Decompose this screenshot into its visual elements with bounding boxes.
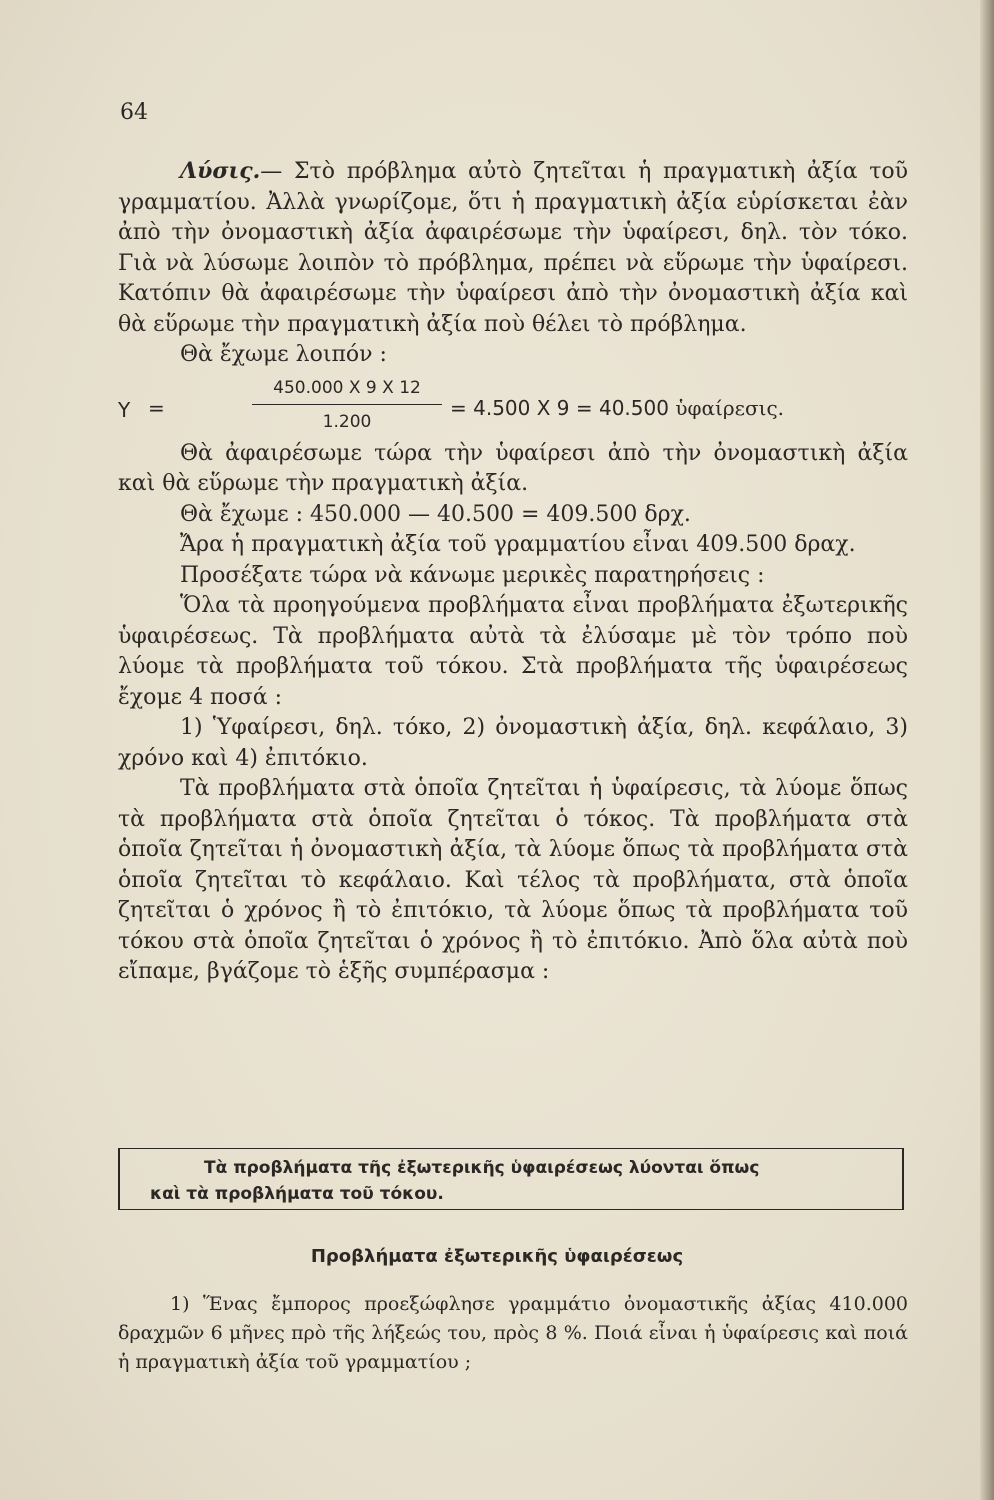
methods-paragraph: Τὰ προβλήματα στὰ ὁποῖα ζητεῖται ἡ ὑφαίρεσις, τὰ λύομε ὅπως τὰ προβλήματα στὰ ὁποῖα ζητεῖται ὁ τόκος. Τὰ προβλήματα στὰ ὁποῖα ζητεῖται ἡ ὀνομαστικὴ ἀξία, τὰ λύομε ὅπως τὰ προβλήματα στὰ ὁποῖα ζητεῖται τὸ κεφάλαιο. Καὶ τέλος τὰ προβλήματα, στὰ ὁποῖα ζητεῖται ὁ χρόνος ἢ τὸ ἐπιτόκιο, τὰ λύομε ὅπως τὰ προβλήματα τοῦ τόκου στὰ ὁποῖα ζητεῖται ὁ χρόνος ἢ τὸ ἐπιτόκιο. Ἀπὸ ὅλα αὐτὰ ποὺ εἴπαμε, βγάζομε τὸ ἑξῆς συμπέρασμα : [118, 776, 908, 984]
result-line: Ἄρα ἡ πραγματικὴ ἀξία τοῦ γραμματίου εἶναι 409.500 δραχ. [180, 532, 856, 557]
exercise-1: 1) Ἕνας ἔμπορος προεξώφλησε γραμμάτιο ὀνομαστικῆς ἀξίας 410.000 δραχμῶν 6 μῆνες πρὸ τῆς λήξεώς του, πρὸς 8 %. Ποιά εἶναι ἡ ὑφαίρεσις καὶ ποιά ἡ πραγματικὴ ἀξία τοῦ γραμματίου ; [118, 1293, 908, 1373]
formula-fraction [252, 373, 442, 438]
we-have-line: Θὰ ἔχωμε λοιπόν : [180, 342, 387, 367]
solution-label: Λύσις. [180, 158, 261, 184]
formula-numerator: 450.000 X 9 X 12 [252, 373, 442, 406]
page-number: 64 [120, 100, 148, 125]
solution-lead-text: — Στὸ πρόβλημα αὐτὸ ζητεῖται ἡ πραγματικὴ ἀξία τοῦ γραμματίου. Ἀλλὰ γνωρίζομε, ὅτι ἡ πραγματικὴ ἀξία εὑρίσκεται ἐὰν ἀπὸ τὴν ὀνομαστικὴ ἀξία ἀφαιρέσωμε τὴν ὑφαίρεσι, δηλ. τὸν τόκο. Γιὰ νὰ λύσωμε λοιπὸν τὸ πρόβλημα, πρέπει νὰ εὕρωμε τὴν ὑφαίρεσι. Κατόπιν θὰ ἀφαιρέσωμε τὴν ὑφαίρεσι ἀπὸ τὴν ὀνομαστικὴ ἀξία καὶ θὰ εὕρωμε τὴν πραγματικὴ ἀξία ποὺ θέλει τὸ πρόβλημα. [118, 159, 908, 337]
notice-line: Προσέξατε τώρα νὰ κάνωμε μερικὲς παρατηρήσεις : [180, 562, 765, 588]
solution-block [118, 156, 908, 988]
formula-rhs-value: = 4.500 X 9 = 40.500 [450, 395, 669, 420]
calc-line: Θὰ ἔχωμε : 450.000 — 40.500 = 409.500 δρχ. [180, 501, 691, 527]
subtract-paragraph: Θὰ ἀφαιρέσωμε τώρα τὴν ὑφαίρεσι ἀπὸ τὴν ὀνομαστικὴ ἀξία καὶ θὰ εὕρωμε τὴν πραγματικὴ ἀξία. [118, 440, 908, 496]
all-problems-paragraph: Ὅλα τὰ προηγούμενα προβλήματα εἶναι προβλήματα ἐξωτερικῆς ὑφαιρέσεως. Τὰ προβλήματα αὐτὰ τὰ ἐλύσαμε μὲ τὸν τρόπο ποὺ λύομε τὰ προβλήματα τοῦ τόκου. Στὰ προβλήματα τῆς ὑφαιρέσεως ἔχομε 4 ποσά : [118, 593, 908, 710]
page-edge-shadow [980, 0, 994, 1500]
formula-equals: = [148, 395, 165, 420]
solution-paragraph [118, 156, 908, 340]
boxed-rule [118, 1148, 904, 1210]
boxed-rule-line-2: καὶ τὰ προβλήματα τοῦ τόκου. [150, 1184, 444, 1204]
quantities-paragraph: 1) Ὑφαίρεσι, δηλ. τόκο, 2) ὀνομαστικὴ ἀξία, δηλ. κεφάλαιο, 3) χρόνο καὶ 4) ἐπιτόκιο. [118, 715, 908, 771]
boxed-rule-line-1: Τὰ προβλήματα τῆς ἐξωτερικῆς ὑφαιρέσεως λύονται ὅπως [204, 1158, 760, 1178]
formula [118, 373, 908, 439]
section-title: Προβλήματα ἐξωτερικῆς ὑφαιρέσεως [310, 1246, 684, 1267]
formula-rhs-word: ὑφαίρεσις. [675, 395, 785, 420]
formula-rhs [450, 393, 784, 424]
exercise-block [118, 1290, 908, 1377]
formula-denominator: 1.200 [322, 412, 372, 432]
formula-lhs: Y [118, 397, 131, 422]
